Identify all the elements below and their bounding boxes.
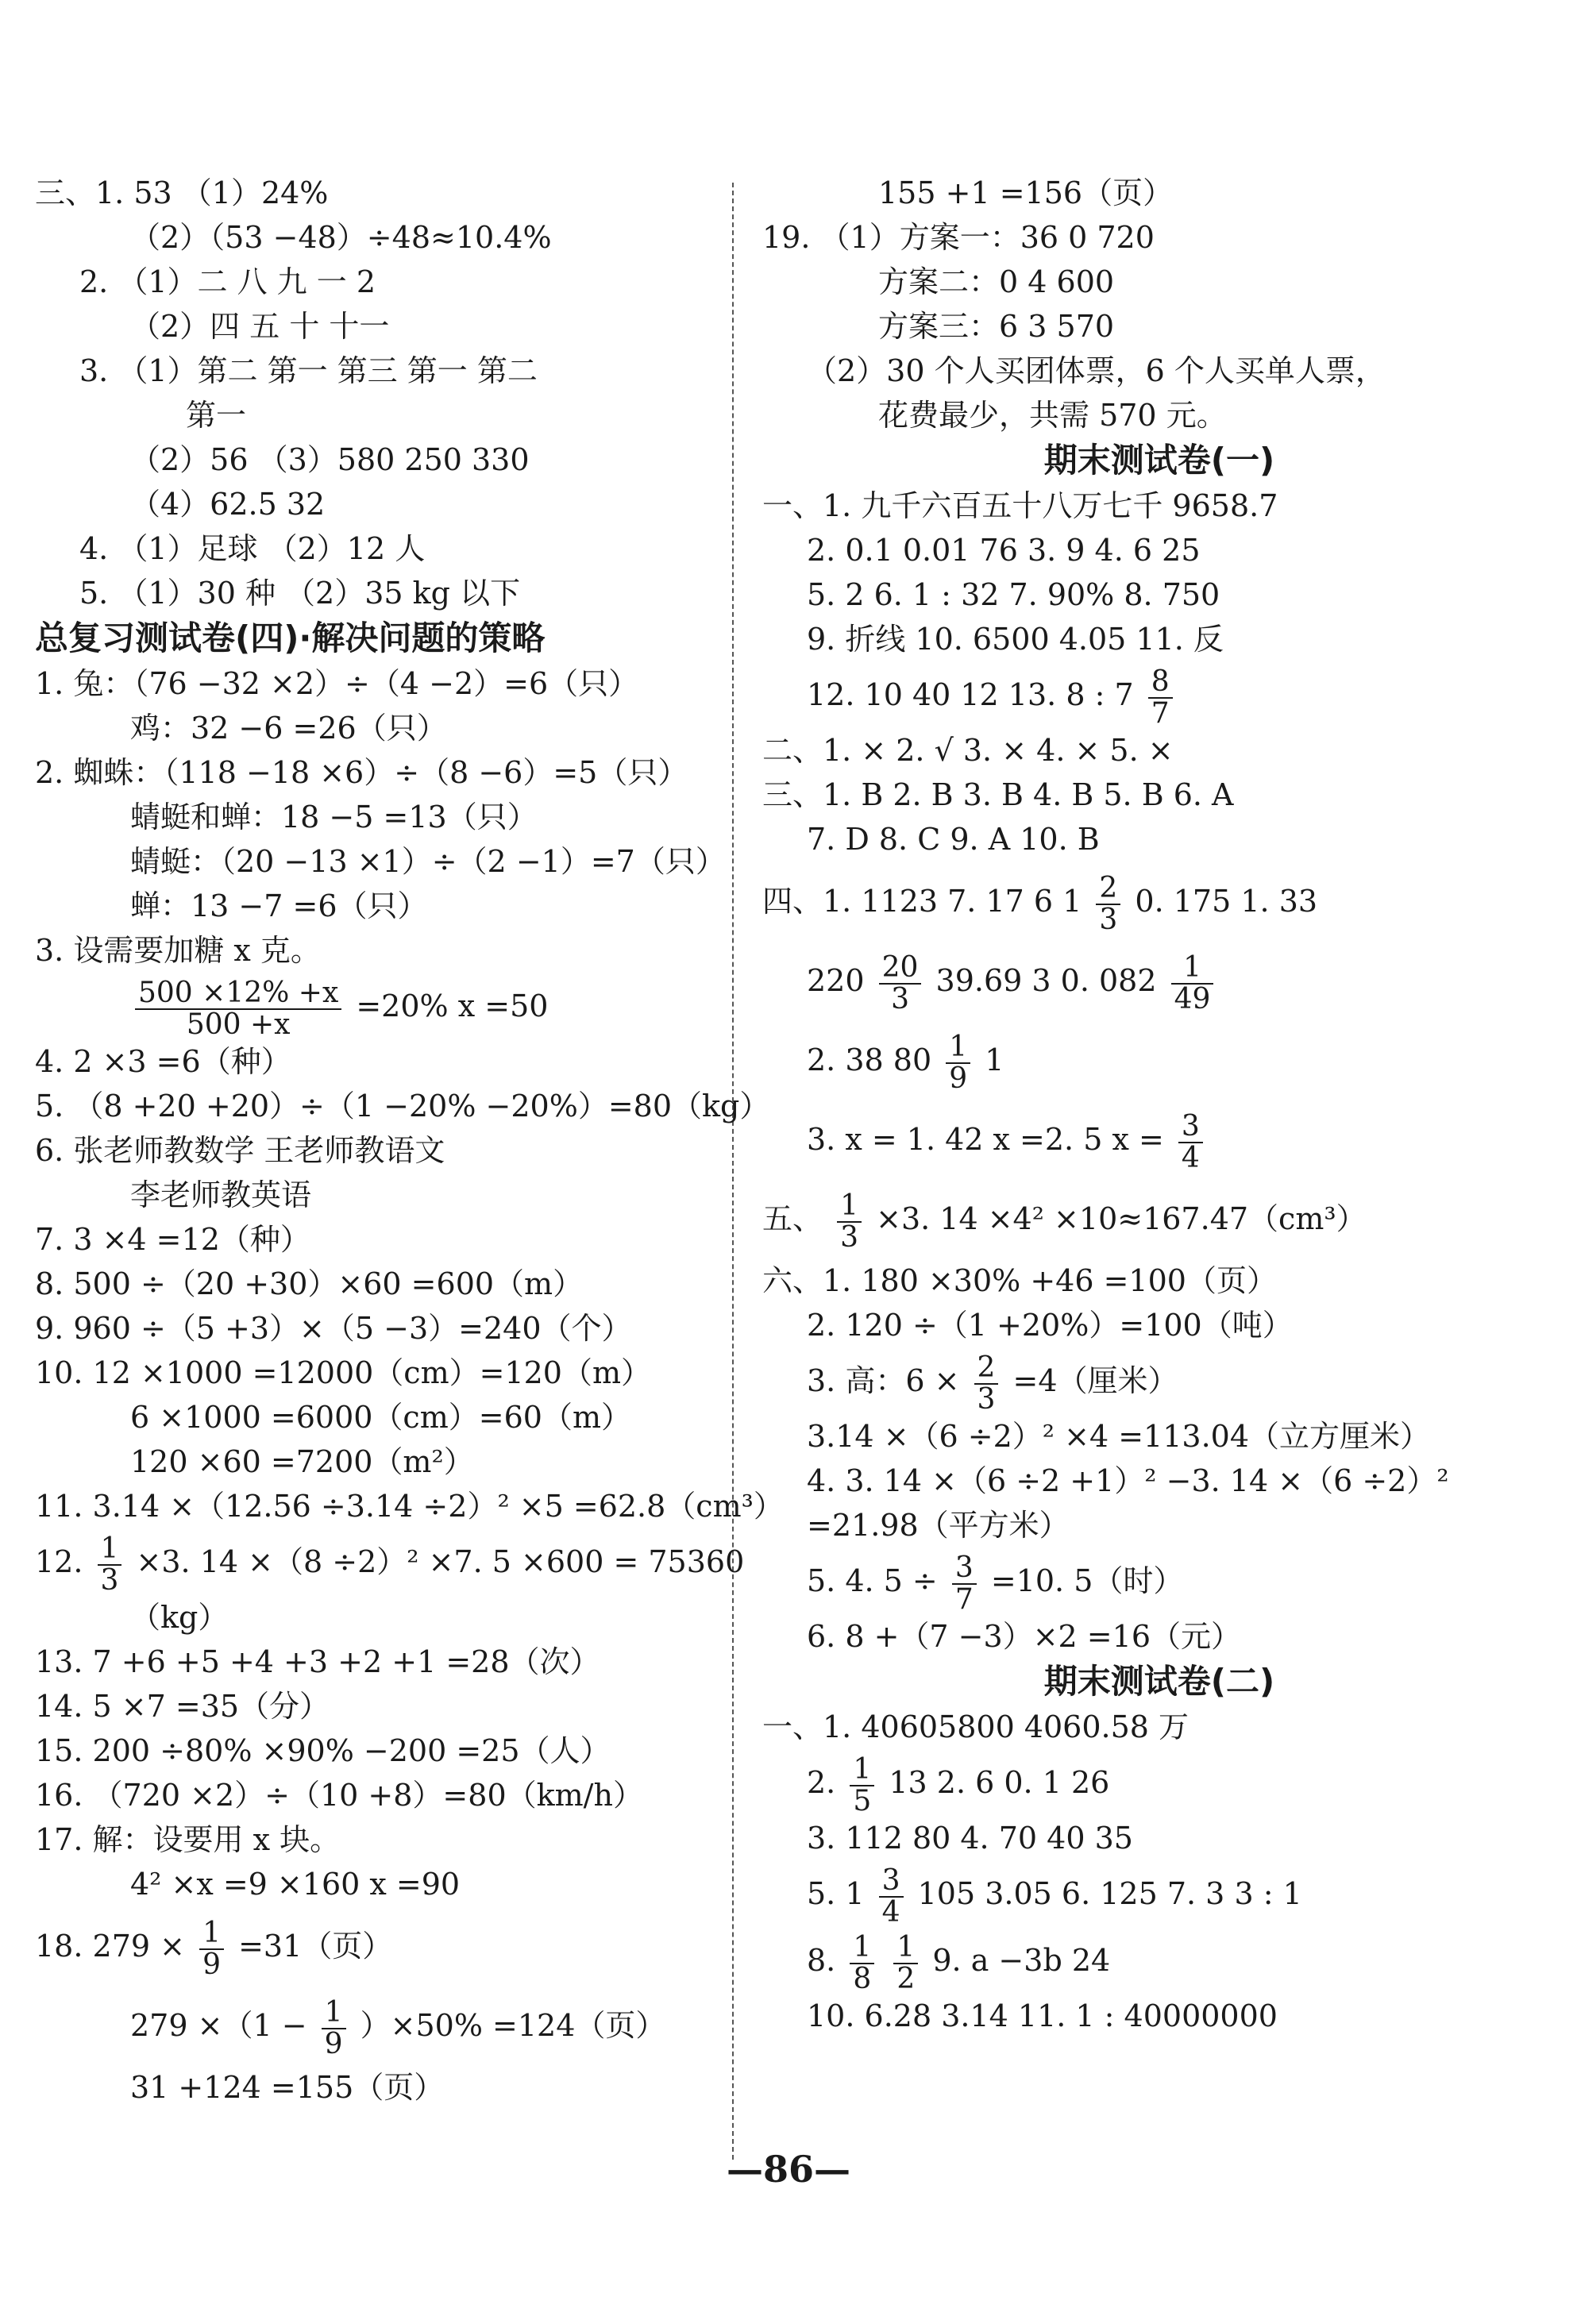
answer-line: 一、1. 40605800 4060.58 万 — [762, 1709, 1189, 1744]
answer-line: 7. 3 ×4 =12（种） — [35, 1222, 310, 1257]
answer-line: 5. （1）30 种 （2）35 kg 以下 — [79, 576, 521, 611]
answer-line: 7. D 8. C 9. A 10. B — [807, 822, 1100, 857]
answer-line: 花费最少，共需 570 元。 — [878, 398, 1227, 433]
answer-line: （2）56 （3）580 250 330 — [130, 442, 530, 477]
answer-line: 3.14 ×（6 ÷2）² ×4 =113.04（立方厘米） — [807, 1419, 1431, 1454]
answer-line: （2）30 个人买团体票，6 个人买单人票， — [807, 353, 1386, 388]
answer-line: 6 ×1000 =6000（cm）=60（m） — [130, 1400, 631, 1435]
answer-line: 6. 8 +（7 −3）×2 =16（元） — [807, 1619, 1241, 1654]
fraction: $\frac{2}{3}$ — [1096, 873, 1120, 935]
answer-line: 11. 3.14 ×（12.56 ÷3.14 ÷2）² ×5 =62.8（cm³） — [35, 1489, 784, 1524]
answer-line: 一、1. 九千六百五十八万七千 9658.7 — [762, 488, 1278, 523]
fraction: $\frac{1}{3}$ — [837, 1191, 862, 1253]
answer-line: 蜻蜓：（20 −13 ×1）÷（2 −1）=7（只） — [130, 844, 726, 879]
answer-line: （2）（53 −48）÷48≈10.4% — [130, 220, 552, 255]
column-divider — [732, 183, 734, 2160]
left-column — [35, 171, 784, 2110]
answer-line: 12. $\frac{1}{3}$ ×3. 14 ×（8 ÷2）² ×7. 5 ×600 = 75360 — [35, 1532, 745, 1597]
right-column — [762, 171, 1556, 2038]
answer-line: 220 $\frac{20}{3}$ 39.69 3 0. 082 $\frac{1}{49}$ — [762, 941, 1556, 1020]
answer-line: 第一 — [186, 398, 247, 433]
answer-line: 14. 5 ×7 =35（分） — [35, 1689, 330, 1724]
fraction: $\frac{3}{4}$ — [879, 1866, 904, 1928]
fraction: $\frac{3}{4}$ — [1178, 1112, 1203, 1174]
answer-line: 3. x = 1. 42 x =2. 5 x = $\frac{3}{4}$ — [762, 1100, 1556, 1179]
answer-line: 31 +124 =155（页） — [130, 2070, 445, 2105]
answer-line: 方案二：0 4 600 — [878, 264, 1115, 299]
answer-line: 4. 3. 14 ×（6 ÷2 +1）² −3. 14 ×（6 ÷2）² — [807, 1463, 1449, 1498]
answer-line: 鸡：32 −6 =26（只） — [130, 711, 447, 746]
answer-line: 六、1. 180 ×30% +46 =100（页） — [762, 1263, 1277, 1298]
answer-line: 5. 1 $\frac{3}{4}$ 105 3.05 6. 125 7. 3 3 : 1 — [807, 1863, 1302, 1929]
fraction: $\frac{8}{7}$ — [1148, 667, 1173, 729]
fraction: $\frac{1}{5}$ — [850, 1755, 874, 1817]
answer-line: 8. $\frac{1}{8}$ $\frac{1}{2}$ 9. a −3b 24 — [807, 1930, 1111, 1995]
answer-line: 5. （8 +20 +20）÷（1 −20% −20%）=80（kg） — [35, 1089, 770, 1123]
fraction: $\frac{1}{9}$ — [322, 1998, 346, 2060]
answer-line: 19. （1）方案一：36 0 720 — [762, 220, 1155, 255]
fraction: $\frac{3}{7}$ — [952, 1553, 977, 1615]
answer-line: （4）62.5 32 — [130, 487, 326, 522]
answer-line: 三、1. B 2. B 3. B 4. B 5. B 6. A — [762, 777, 1234, 812]
section-heading: 总复习测试卷(四)·解决问题的策略 — [35, 619, 546, 657]
answer-line: 李老师教英语 — [130, 1177, 312, 1212]
answer-line: 3. 高：6 × $\frac{2}{3}$ =4（厘米） — [807, 1351, 1178, 1416]
fraction: $\frac{1}{9}$ — [199, 1918, 224, 1980]
answer-line: 2. 0.1 0.01 76 3. 9 4. 6 25 — [807, 533, 1201, 568]
answer-line: 4² ×x =9 ×160 x =90 — [130, 1867, 461, 1902]
answer-line: 16. （720 ×2）÷（10 +8）=80（km/h） — [35, 1778, 643, 1813]
answer-line: 方案三：6 3 570 — [878, 309, 1115, 344]
answer-line: 4. （1）足球 （2）12 人 — [79, 531, 426, 566]
answer-line: =21.98（平方米） — [807, 1508, 1070, 1543]
answer-line: 5. 2 6. 1 : 32 7. 90% 8. 750 — [807, 577, 1220, 612]
answer-line: （2）四 五 十 十一 — [130, 309, 390, 344]
section-heading: 期末测试卷(二) — [1043, 1662, 1275, 1701]
answer-line: 12. 10 40 12 13. 8 : 7 $\frac{8}{7}$ — [762, 661, 1556, 728]
answer-line: 2. 120 ÷（1 +20%）=100（吨） — [807, 1308, 1293, 1343]
answer-line: 18. 279 × $\frac{1}{9}$ =31（页） — [35, 1916, 393, 1981]
answer-line: 9. 折线 10. 6500 4.05 11. 反 — [807, 622, 1224, 657]
answer-line: 10. 12 ×1000 =12000（cm）=120（m） — [35, 1355, 652, 1390]
answer-line: （kg） — [130, 1600, 229, 1635]
answer-line: 13. 7 +6 +5 +4 +3 +2 +1 =28（次） — [35, 1644, 600, 1679]
answer-line: 五、 $\frac{1}{3}$ ×3. 14 ×4² ×10≈167.47（cm³） — [762, 1189, 1367, 1254]
fraction: $\frac{1}{49}$ — [1171, 953, 1214, 1015]
answer-line: 15. 200 ÷80% ×90% −200 =25（人） — [35, 1733, 611, 1768]
answer-line: 蜻蜓和蝉：18 −5 =13（只） — [130, 800, 538, 834]
answer-line: 155 +1 =156（页） — [878, 175, 1174, 210]
answer-line: 120 ×60 =7200（m²） — [130, 1444, 474, 1479]
answer-line: 2. （1）二 八 九 一 2 — [79, 264, 376, 299]
answer-line: 4. 2 ×3 =6（种） — [35, 1044, 291, 1079]
fraction: $\frac{2}{3}$ — [974, 1353, 999, 1415]
answer-line: 2. $\frac{1}{5}$ 13 2. 6 0. 1 26 — [807, 1752, 1110, 1817]
answer-line: 三、1. 53 （1）24% — [35, 175, 329, 210]
fraction: $\frac{1}{2}$ — [893, 1933, 918, 1994]
fraction: $\frac{1}{9}$ — [946, 1032, 970, 1094]
fraction: $\frac{500 \times 12\% +x}{500 +x}$ — [135, 978, 341, 1040]
fraction: $\frac{1}{8}$ — [850, 1933, 874, 1994]
answer-line: 3. 112 80 4. 70 40 35 — [807, 1821, 1133, 1856]
page-number: —86— — [726, 2148, 850, 2191]
answer-line: 5. 4. 5 ÷ $\frac{3}{7}$ =10. 5（时） — [807, 1551, 1184, 1616]
answer-line: 6. 张老师教数学 王老师教语文 — [35, 1133, 445, 1168]
answer-line: 3. 设需要加糖 x 克。 — [35, 933, 321, 968]
answer-line: 1. 兔：（76 −32 ×2）÷（4 −2）=6（只） — [35, 666, 639, 701]
answer-line: 9. 960 ÷（5 +3）×（5 −3）=240（个） — [35, 1311, 632, 1346]
answer-line: 二、1. × 2. √ 3. × 4. × 5. × — [762, 733, 1174, 768]
fraction: $\frac{20}{3}$ — [879, 953, 922, 1015]
fraction: $\frac{1}{3}$ — [98, 1534, 122, 1596]
answer-line: 8. 500 ÷（20 +30）×60 =600（m） — [35, 1266, 584, 1301]
answer-line: $\frac{500 \times 12\% +x}{500 +x}$ =20% x =50 — [35, 973, 718, 1039]
answer-line: 四、1. 1123 7. 17 6 1 $\frac{2}{3}$ 0. 175 1. 33 — [762, 871, 1318, 936]
answer-line: 279 ×（1 − $\frac{1}{9}$ ）×50% =124（页） — [130, 1995, 666, 2060]
section-heading: 期末测试卷(一) — [1043, 441, 1275, 480]
answer-line: 3. （1）第二 第一 第三 第一 第二 — [79, 353, 538, 388]
answer-line: 17. 解：设要用 x 块。 — [35, 1822, 341, 1857]
answer-line: 2. 38 80 $\frac{1}{9}$ 1 — [807, 1030, 1004, 1095]
answer-line: 蝉：13 −7 =6（只） — [130, 888, 428, 923]
answer-line: 10. 6.28 3.14 11. 1 : 40000000 — [807, 1998, 1278, 2033]
answer-line: 2. 蜘蛛：（118 −18 ×6）÷（8 −6）=5（只） — [35, 755, 688, 790]
